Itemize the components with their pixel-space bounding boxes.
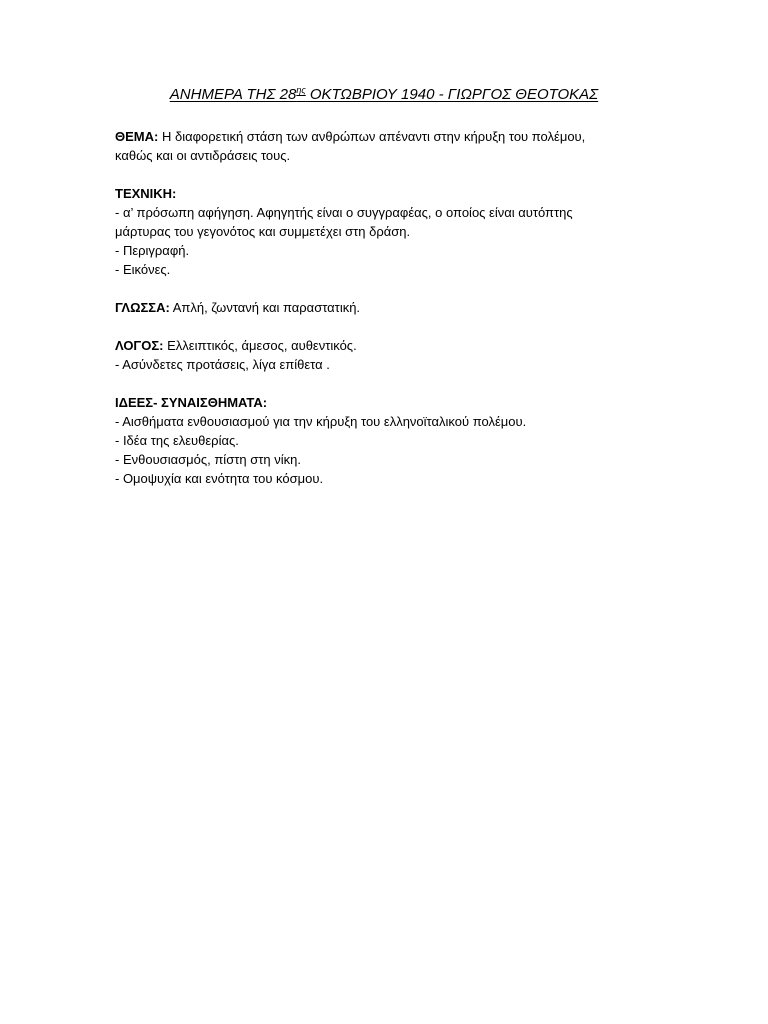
glossa-text: Απλή, ζωντανή και παραστατική. [169,300,361,315]
thema-text: Η διαφορετική στάση των ανθρώπων απέναντι στην κήρυξη του πολέμου, [158,129,586,144]
idees-label: ΙΔΕΕΣ- ΣΥΝΑΙΣΘΗΜΑΤΑ: [115,395,268,410]
texniki-line: - Εικόνες. [115,262,171,277]
title-text-before: ΑΝΗΜΕΡΑ ΤΗΣ 28 [169,86,297,103]
texniki-label: ΤΕΧΝΙΚΗ: [115,186,177,201]
document-title [0,86,768,103]
idees-item: - Ενθουσιασμός, πίστη στη νίκη. [115,452,301,467]
title-text-after: ΟΚΤΩΒΡΙΟΥ 1940 - ΓΙΩΡΓΟΣ ΘΕΟΤΟΚΑΣ [305,86,599,103]
logos-item: - Ασύνδετες προτάσεις, λίγα επίθετα . [115,357,330,372]
section-glossa [115,298,655,317]
texniki-line: - Περιγραφή. [115,243,190,258]
texniki-line: - α’ πρόσωπη αφήγηση. Αφηγητής είναι ο συγγραφέας, ο οποίος είναι αυτόπτης [115,205,573,220]
logos-text: Ελλειπτικός, άμεσος, αυθεντικός. [163,338,357,353]
section-logos [115,336,655,374]
idees-item: - Αισθήματα ενθουσιασμού για την κήρυξη του ελληνοϊταλικού πολέμου. [115,414,527,429]
logos-label: ΛΟΓΟΣ: [115,338,164,353]
idees-item: - Ομοψυχία και ενότητα του κόσμου. [115,471,324,486]
glossa-label: ΓΛΩΣΣΑ: [115,300,170,315]
thema-line-2: καθώς και οι αντιδράσεις τους. [115,148,291,163]
texniki-line: μάρτυρας του γεγονότος και συμμετέχει στη δράση. [115,224,411,239]
logos-line [115,336,655,355]
idees-item: - Ιδέα της ελευθερίας. [115,433,239,448]
document-body [115,127,655,507]
thema-line-1 [115,127,655,146]
glossa-line [115,298,655,317]
section-idees [115,393,655,488]
thema-label: ΘΕΜΑ: [115,129,159,144]
section-texniki [115,184,655,279]
title-superscript: ης [296,85,306,95]
section-thema [115,127,655,165]
